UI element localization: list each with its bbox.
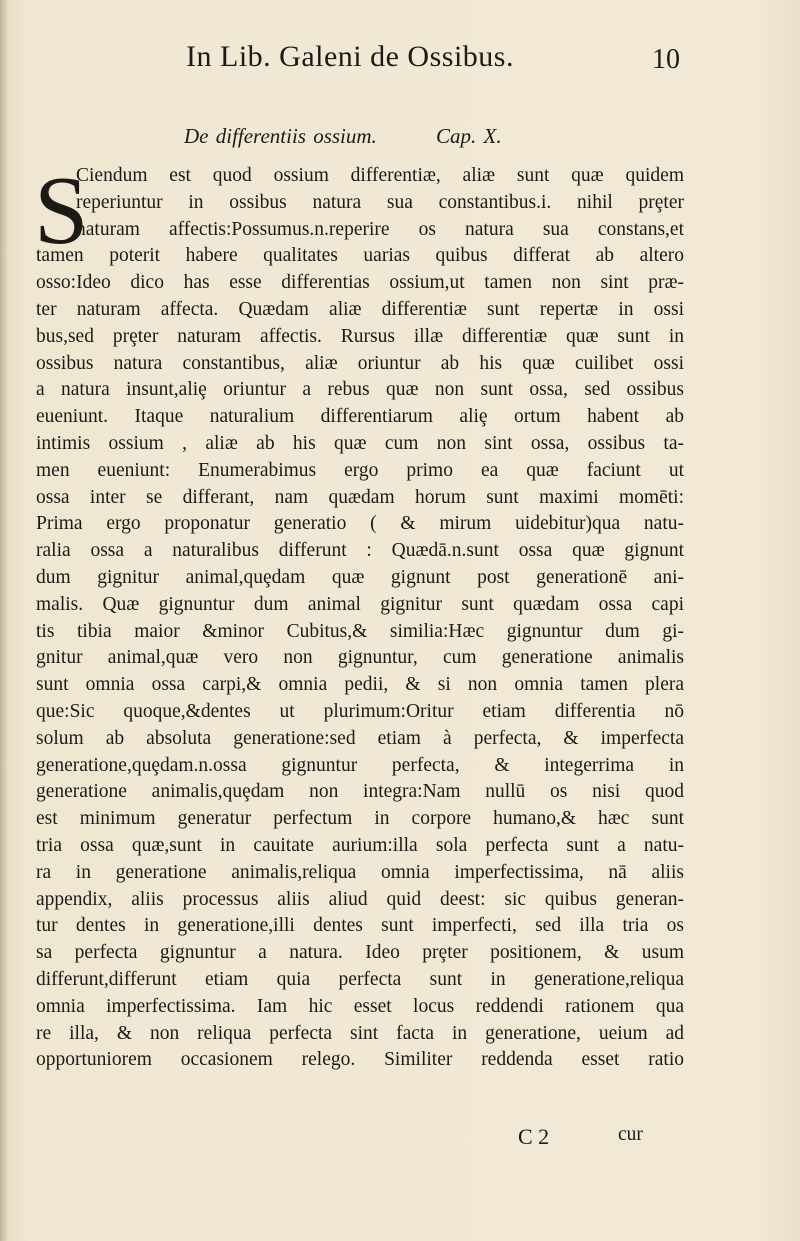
text-line: sa perfecta gignuntur a natura. Ideo prȩter positionem, & usum bbox=[36, 942, 684, 964]
text-line: opportuniorem occasionem relego. Similiter reddenda esset ratio bbox=[36, 1049, 684, 1071]
text-line: tis tibia maior &minor Cubitus,& similia:Hæc gignuntur dum gi- bbox=[36, 620, 684, 642]
text-line: eueniunt. Itaque naturalium differentiarum aliȩ ortum habent ab bbox=[36, 406, 684, 428]
text-line: ter naturam affecta. Quædam aliæ differentiæ sunt repertæ in ossi bbox=[36, 298, 684, 320]
text-line: ra in generatione animalis,reliqua omnia imperfectissima, nā aliis bbox=[36, 861, 684, 883]
text-line: tur dentes in generatione,illi dentes sunt imperfecti, sed illa tria os bbox=[36, 915, 684, 937]
catchword: cur bbox=[618, 1124, 643, 1145]
text-line: appendix, aliis processus aliis aliud quid deest: sic quibus generan- bbox=[36, 888, 684, 910]
chapter-number: Cap. X. bbox=[436, 124, 502, 148]
text-line: que:Sic quoque,&dentes ut plurimum:Oritur etiam differentia nō bbox=[36, 700, 684, 722]
text-line: a natura insunt,aliȩ oriuntur a rebus quæ non sunt ossa, sed ossibus bbox=[36, 379, 684, 401]
text-line: ossa inter se differant, nam quædam horum sunt maximi momēti: bbox=[36, 486, 684, 508]
text-line: dum gignitur animal,quȩdam quæ gignunt post generationē ani- bbox=[36, 566, 684, 588]
text-line: omnia imperfectissima. Iam hic esset locus reddendi rationem qua bbox=[36, 995, 684, 1017]
text-line: intimis ossium , aliæ ab his quæ cum non sint ossa, ossibus ta- bbox=[36, 432, 684, 454]
text-line: generatione,quȩdam.n.ossa gignuntur perfecta, & integerrima in bbox=[36, 754, 684, 776]
text-line: reperiuntur in ossibus natura sua constantibus.i. nihil prȩter bbox=[76, 191, 684, 213]
text-line: sunt omnia ossa carpi,& omnia pedii, & si non omnia tamen plera bbox=[36, 674, 684, 696]
text-line: bus,sed prȩter naturam affectis. Rursus illæ differentiæ quæ sunt in bbox=[36, 325, 684, 347]
page-footer bbox=[36, 1124, 684, 1154]
text-line: re illa, & non reliqua perfecta sint facta in generatione, ueium ad bbox=[36, 1022, 684, 1044]
signature-mark: C 2 bbox=[518, 1124, 550, 1149]
body-text bbox=[34, 157, 684, 1074]
text-line: Ciendum est quod ossium differentiæ, aliæ sunt quæ quidem bbox=[76, 165, 684, 186]
text-line: Prima ergo proponatur generatio ( & mirum uidebitur)qua natu- bbox=[36, 513, 684, 535]
text-line: malis. Quæ gignuntur dum animal gignitur sunt quædam ossa capi bbox=[36, 593, 684, 615]
text-line: ralia ossa a naturalibus differunt : Quædā.n.sunt ossa quæ gignunt bbox=[36, 540, 684, 562]
text-line: est minimum generatur perfectum in corpore humano,& hæc sunt bbox=[36, 808, 684, 830]
text-line: tria ossa quæ,sunt in cauitate aurium:illa sola perfecta sunt a natu- bbox=[36, 834, 684, 856]
chapter-heading bbox=[184, 124, 502, 149]
running-head: In Lib. Galeni de Ossibus. bbox=[186, 40, 514, 73]
text-line: men eueniunt: Enumerabimus ergo primo ea quæ faciunt ut bbox=[36, 459, 684, 481]
text-line: generatione animalis,quȩdam non integra:Nam nullū os nisi quod bbox=[36, 781, 684, 803]
text-line: naturam affectis:Possumus.n.reperire os natura sua constans,et bbox=[76, 218, 684, 240]
drop-cap: S bbox=[34, 157, 89, 265]
text-line: ossibus natura constantibus, aliæ oriuntur ab his quæ cuilibet ossi bbox=[36, 352, 684, 374]
chapter-title: De differentiis ossium. bbox=[184, 124, 377, 148]
text-line: gnitur animal,quæ vero non gignuntur, cum generatione animalis bbox=[36, 647, 684, 669]
text-line: tamen poterit habere qualitates uarias quibus differat ab altero bbox=[36, 245, 684, 267]
page-gutter-shadow bbox=[0, 0, 8, 1241]
folio-number: 10 bbox=[652, 44, 680, 75]
text-line: solum ab absoluta generatione:sed etiam à perfecta, & imperfecta bbox=[36, 727, 684, 749]
text-line: osso:Ideo dico has esse differentias ossium,ut tamen non sint præ- bbox=[36, 272, 684, 294]
text-line: differunt,differunt etiam quia perfecta sunt in generatione,reliqua bbox=[36, 968, 684, 990]
